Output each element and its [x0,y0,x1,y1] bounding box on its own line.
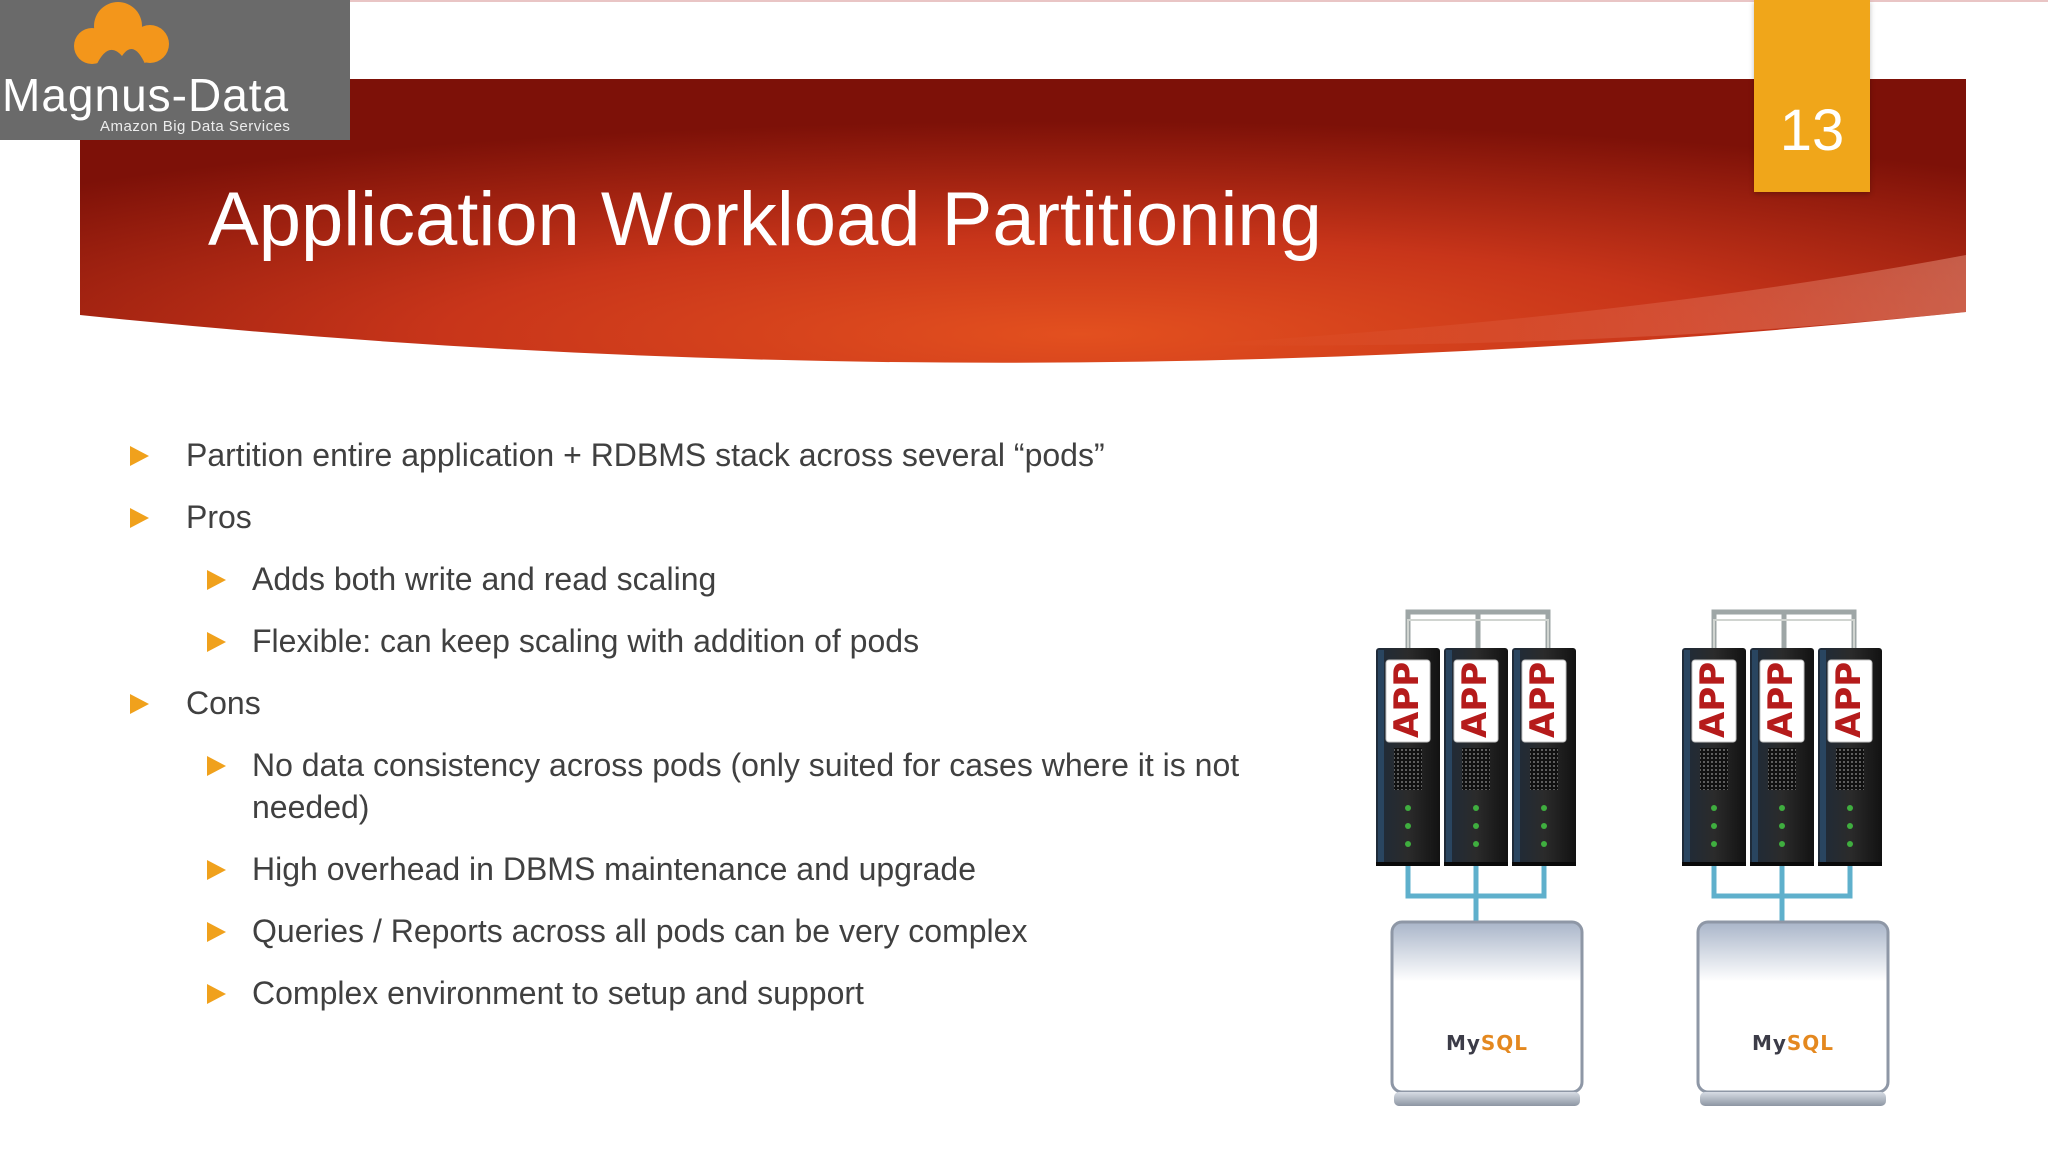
page-number-badge [1754,0,1870,192]
logo-name: Magnus-Data [2,69,290,121]
bullet-item [252,620,919,662]
bullet-text: Flexible: can keep scaling with addition of pods [252,623,920,659]
bullet-text: Pros [186,499,252,535]
bullet-text: No data consistency across pods (only suited for cases where it is not [252,747,1240,783]
app-server [1376,648,1440,866]
mysql-label-my: My [1445,1031,1481,1055]
app-server [1682,648,1746,866]
pod-1 [1376,612,1582,1106]
bullet-text: Adds both write and read scaling [252,561,717,597]
logo-tagline: Amazon Big Data Services [100,118,291,135]
bullet-item [252,972,864,1014]
bullet-item [252,744,1239,828]
app-server [1512,648,1576,866]
bullet-arrow-icon [207,860,226,880]
bullet-item [186,496,252,538]
bullet-text: Complex environment to setup and support [252,975,864,1011]
mysql-label-sql: SQL [1480,1031,1529,1055]
slide-title: Application Workload Partitioning [208,177,1322,262]
mysql-database [1392,922,1582,1106]
page-number: 13 [1779,98,1845,163]
mysql-database [1698,922,1888,1106]
app-server [1818,648,1882,866]
bullet-text-continued: needed) [252,789,370,825]
bullet-arrow-icon [130,694,149,714]
bullet-text: Partition entire application + RDBMS stack across several “pods” [186,437,1105,473]
bullet-arrow-icon [207,632,226,652]
bullet-arrow-icon [207,756,226,776]
app-server-label: APP [1523,661,1563,738]
mysql-label-my: My [1751,1031,1787,1055]
app-server-label: APP [1761,661,1801,738]
svg-text:MySQL [1446,1031,1528,1055]
pods-diagram [1370,600,1910,1120]
app-server-label: APP [1387,661,1427,738]
mysql-label-sql: SQL [1786,1031,1835,1055]
app-server-label: APP [1693,661,1733,738]
bullet-arrow-icon [130,446,149,466]
bullet-arrow-icon [207,922,226,942]
bullet-item [252,558,716,600]
app-server [1444,648,1508,866]
bullet-item [252,848,976,890]
bullet-arrow-icon [130,508,149,528]
bullet-arrow-icon [207,570,226,590]
svg-text:MySQL [1752,1031,1834,1055]
pod-2 [1682,612,1888,1106]
app-server-label: APP [1829,661,1869,738]
bullet-text: Cons [186,685,261,721]
bullet-item [186,434,1105,476]
bullet-item [252,910,1027,952]
bullet-text: High overhead in DBMS maintenance and upgrade [252,851,977,887]
app-server-label: APP [1455,661,1495,738]
bullet-arrow-icon [207,984,226,1004]
bullet-item [186,682,261,724]
app-server [1750,648,1814,866]
bullet-text: Queries / Reports across all pods can be very complex [252,913,1028,949]
